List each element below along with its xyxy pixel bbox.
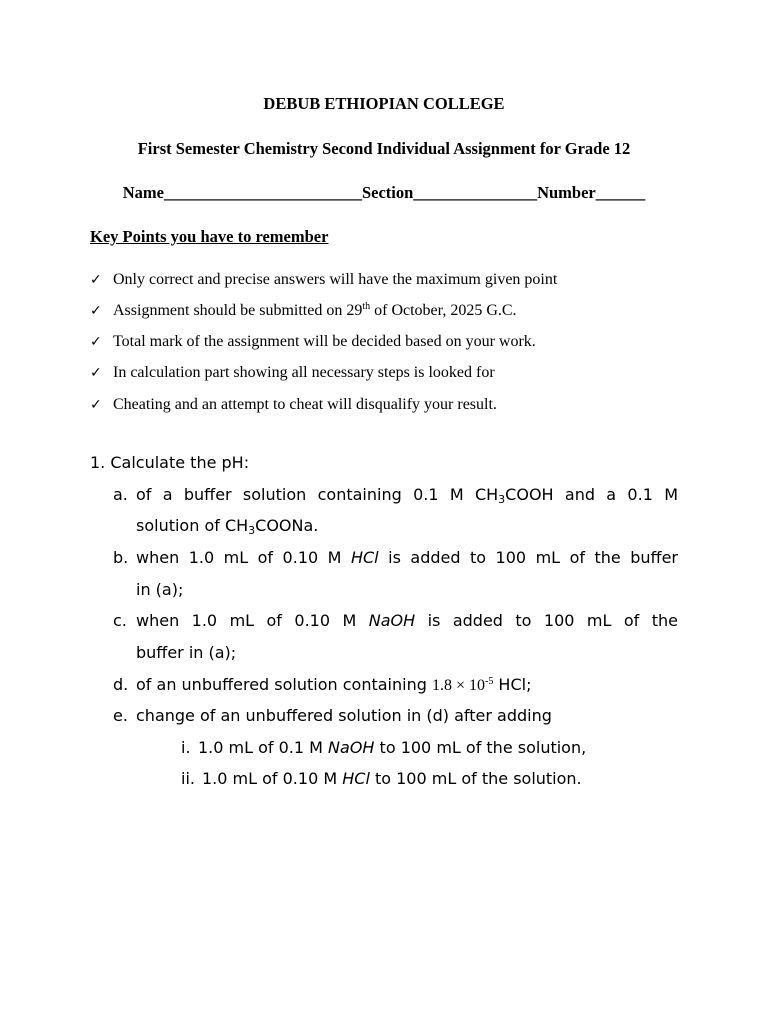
key-point-text: Assignment should be submitted on 29 bbox=[113, 302, 363, 319]
key-point-text: Total mark of the assignment will be decided based on your work. bbox=[113, 333, 536, 350]
question-1-stem bbox=[90, 453, 249, 472]
key-point-text-rest: of October, 2025 G.C. bbox=[370, 302, 517, 319]
part-b-line-1: when 1.0 mL of 0.10 M HCl is added to 100 mL of the buffer bbox=[136, 548, 678, 567]
key-point-text: Cheating and an attempt to cheat will disqualify your result. bbox=[113, 396, 497, 413]
checkmark-icon: ✓ bbox=[90, 334, 102, 350]
key-point-5 bbox=[90, 396, 497, 418]
key-points-heading: Key Points you have to remember bbox=[90, 227, 329, 246]
key-point-1 bbox=[90, 271, 557, 293]
part-d-marker: d. bbox=[113, 675, 129, 694]
part-d-line: of an unbuffered solution containing $1.8 \times 10^{-5}$ HCl; bbox=[136, 675, 532, 694]
part-c-marker: c. bbox=[113, 611, 127, 630]
part-a-marker: a. bbox=[113, 485, 128, 504]
part-e-i-marker: i. bbox=[181, 738, 191, 757]
part-b-marker: b. bbox=[113, 548, 129, 567]
formula-naoh: NaOH bbox=[328, 738, 375, 757]
part-e-ii-line: 1.0 mL of 0.10 M HCl to 100 mL of the solution. bbox=[202, 769, 582, 788]
key-point-text: Only correct and precise answers will have the maximum given point bbox=[113, 271, 558, 288]
subscript: 3 bbox=[498, 493, 506, 506]
key-point-2 bbox=[90, 302, 517, 324]
part-e-line: change of an unbuffered solution in (d) after adding bbox=[136, 706, 552, 725]
part-c-line-2: buffer in (a); bbox=[136, 643, 237, 662]
key-point-text: In calculation part showing all necessary steps is looked for bbox=[113, 364, 495, 381]
ordinal-suffix: th bbox=[362, 301, 371, 312]
key-point-4 bbox=[90, 364, 495, 386]
formula-naoh: NaOH bbox=[368, 611, 416, 630]
formula-hcl: HCl bbox=[350, 548, 379, 567]
part-c-line-1: when 1.0 mL of 0.10 M NaOH is added to 100 mL of the bbox=[136, 611, 678, 630]
college-name: DEBUB ETHIOPIAN COLLEGE bbox=[263, 94, 505, 113]
part-a-line-2: solution of $CH_3COONa$. bbox=[136, 516, 319, 537]
part-a-line-1: of a buffer solution containing 0.1 M $CH_3COOH$ and a 0.1 M bbox=[136, 485, 679, 506]
checkmark-icon: ✓ bbox=[90, 303, 102, 319]
key-point-3 bbox=[90, 333, 536, 355]
checkmark-icon: ✓ bbox=[90, 272, 102, 288]
part-e-ii-marker: ii. bbox=[181, 769, 195, 788]
subscript: 3 bbox=[248, 524, 256, 537]
question-text: Calculate the pH: bbox=[110, 453, 250, 472]
part-e-marker: e. bbox=[113, 706, 128, 725]
formula-hcl: HCl bbox=[342, 769, 370, 788]
part-b-line-2: in (a); bbox=[136, 580, 184, 599]
assignment-title: First Semester Chemistry Second Individual Assignment for Grade 12 bbox=[137, 139, 631, 158]
student-info-line: Name________________________Section_______________Number______ bbox=[122, 183, 646, 202]
concentration-value: $1.8 \times 10^{-5}$ bbox=[431, 676, 494, 694]
checkmark-icon: ✓ bbox=[90, 365, 102, 381]
checkmark-icon: ✓ bbox=[90, 397, 102, 413]
part-e-i-line: 1.0 mL of 0.1 M NaOH to 100 mL of the solution, bbox=[198, 738, 587, 757]
question-number: 1. bbox=[90, 453, 106, 472]
